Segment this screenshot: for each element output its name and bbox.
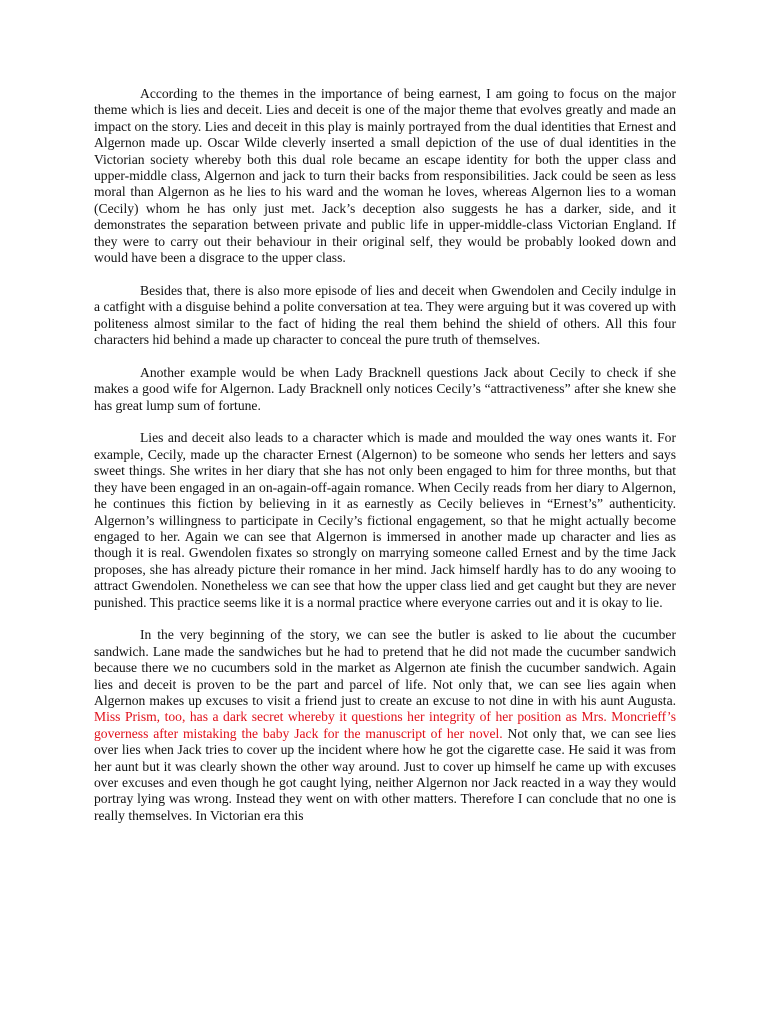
document-page — [94, 86, 676, 824]
paragraph-5-text-before: In the very beginning of the story, we can see the butler is asked to lie about the cucumber sandwich. Lane made the sandwiches but he had to pretend that he did not made the cucumber sandwich because there we no cucumbers sold in the market as Algernon ate finish the cucumber sandwich. Again lies and deceit is proven to be the part and parcel of life. Not only that, we can see lies again when Algernon makes up excuses to visit a friend just to create an excuse to not dine in with his aunt Augusta. — [94, 627, 676, 708]
paragraph-5 — [94, 627, 676, 824]
paragraph-2: Besides that, there is also more episode of lies and deceit when Gwendolen and Cecily indulge in a catfight with a disguise behind a polite conversation at tea. They were arguing but it was covered up with politeness almost similar to the fact of hiding the real them behind the shield of others. All this four characters hid behind a made up character to conceal the pure truth of themselves. — [94, 282, 676, 348]
paragraph-1: According to the themes in the importance of being earnest, I am going to focus on the major theme which is lies and deceit. Lies and deceit is one of the major theme that evolves greatly and made an impact on the story. Lies and deceit in this play is mainly portrayed from the dual identities that Ernest and Algernon made up. Oscar Wilde cleverly inserted a small depiction of the use of dual identities in the Victorian society whereby both this dual role became an escape identity for both the upper class and upper-middle class, Algernon and jack to turn their backs from responsibilities. Jack could be seen as less moral than Algernon as he lies to his ward and the woman he loves, whereas Algernon lies to a woman (Cecily) whom he has only just met. Jack’s deception also suggests he has a darker, side, and it demonstrates the separation between private and public life in upper-middle-class Victorian England. If they were to carry out their behaviour in their original self, they would be probably looked down and would have been a disgrace to the upper class. — [94, 86, 676, 266]
paragraph-5-text-after: Not only that, we can see lies over lies when Jack tries to cover up the incident where how he got the cigarette case. He said it was from her aunt but it was clearly shown the other way around. Just to cover up himself he came up with excuses over excuses and even though he got caught lying, neither Algernon nor Jack reacted in a way they would portray lying was wrong. Instead they went on with other matters. Therefore I can conclude that no one is really themselves. In Victorian era this — [94, 725, 676, 823]
paragraph-3: Another example would be when Lady Bracknell questions Jack about Cecily to check if she makes a good wife for Algernon. Lady Bracknell only notices Cecily’s “attractiveness” after she knew she has great lump sum of fortune. — [94, 364, 676, 413]
highlighted-sentence: Miss Prism, too, has a dark secret whereby it questions her integrity of her position as Mrs. Moncrieff’s governess after mistaking the baby Jack for the manuscript of her novel. — [94, 709, 676, 741]
paragraph-4: Lies and deceit also leads to a character which is made and moulded the way ones wants it. For example, Cecily, made up the character Ernest (Algernon) to be someone who sends her letters and says sweet things. She writes in her diary that she has not only been engaged to him for three months, but that they have been engaged in an on-again-off-again romance. When Cecily reads from her diary to Algernon, he continues this fiction by believing in it as earnestly as Cecily believes in “Ernest’s” authenticity. Algernon’s willingness to participate in Cecily’s fictional engagement, so that he might actually become engaged to her. Again we can see that Algernon is immersed in another made up character and lies as though it is real. Gwendolen fixates so strongly on marrying someone called Ernest and by the time Jack proposes, she has already picture their romance in her mind. Jack himself hardly has to do any wooing to attract Gwendolen. Nonetheless we can see that how the upper class lied and get caught but they are never punished. This practice seems like it is a normal practice where everyone carries out and it is okay to lie. — [94, 430, 676, 610]
